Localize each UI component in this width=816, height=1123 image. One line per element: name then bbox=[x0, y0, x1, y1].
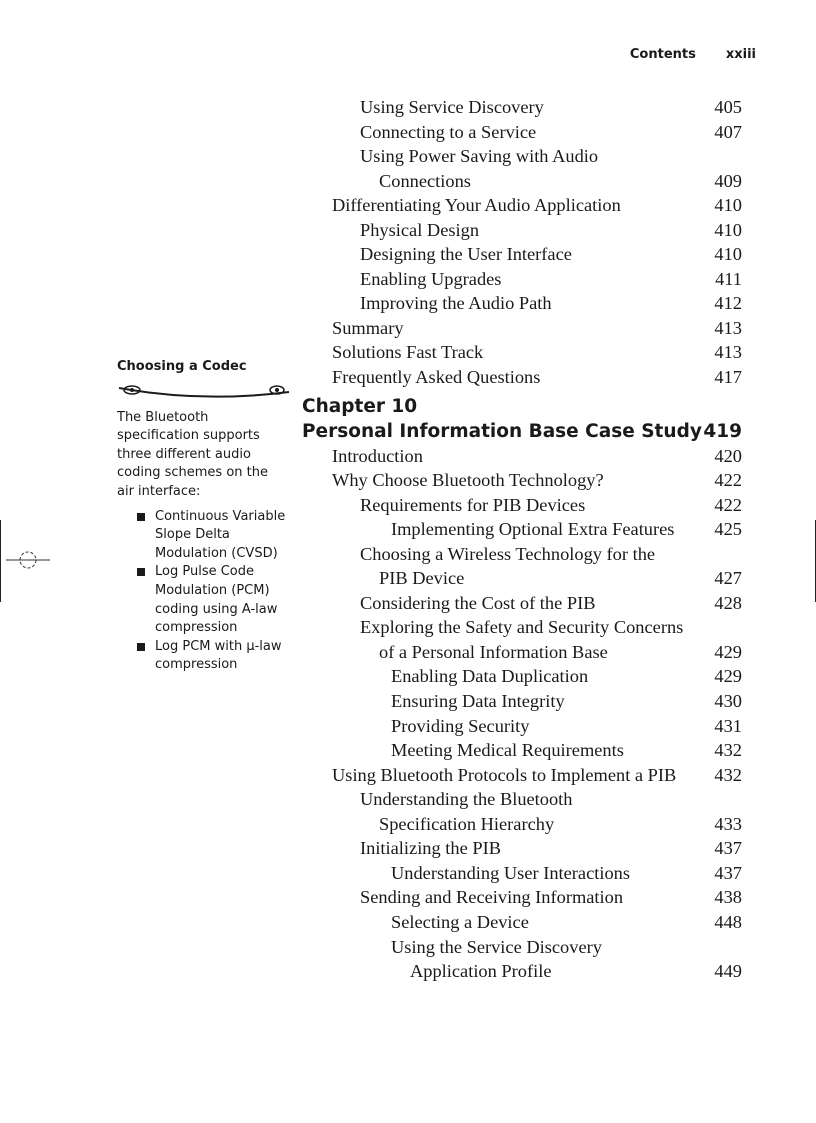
toc-entry-title: Understanding the Bluetooth bbox=[360, 789, 573, 810]
toc-entry bbox=[302, 836, 742, 861]
toc-entry-title: Enabling Data Duplication bbox=[391, 666, 589, 687]
toc-entry bbox=[302, 615, 742, 640]
toc-entry-page: 410 bbox=[714, 195, 742, 216]
toc-entry-page: 433 bbox=[714, 813, 742, 834]
toc-entry bbox=[302, 738, 742, 763]
toc-entry-title: Understanding User Interactions bbox=[391, 862, 631, 883]
toc-entry-title: Connecting to a Service bbox=[360, 121, 537, 142]
sidebar-title: Choosing a Codec bbox=[117, 359, 247, 374]
toc-entry-title: of a Personal Information Base bbox=[379, 641, 608, 662]
toc-entry bbox=[302, 542, 742, 567]
toc-entry bbox=[302, 935, 742, 960]
toc-entry-page: 438 bbox=[714, 887, 742, 908]
toc-entry bbox=[302, 664, 742, 689]
toc-entry-page: 410 bbox=[714, 219, 742, 240]
toc-entry-title: Introduction bbox=[332, 445, 423, 466]
toc-entry bbox=[302, 640, 742, 665]
toc-entry bbox=[302, 763, 742, 788]
toc-entry-page: 422 bbox=[714, 494, 742, 515]
toc-entry-title: Implementing Optional Extra Features bbox=[391, 519, 675, 540]
sidebar-rule-icon bbox=[117, 383, 291, 401]
toc-entry-page: 410 bbox=[714, 244, 742, 265]
toc-entry-title: Meeting Medical Requirements bbox=[391, 740, 624, 761]
toc-entry-title: PIB Device bbox=[379, 568, 465, 589]
toc-entry-page: 413 bbox=[714, 317, 742, 338]
toc-entry bbox=[302, 144, 742, 169]
toc-entry-page: 428 bbox=[714, 592, 742, 613]
toc-entry bbox=[302, 517, 742, 542]
toc-entry-title: Exploring the Safety and Security Concerns bbox=[360, 617, 684, 638]
sidebar-body: The Bluetooth specification supports three different audio coding schemes on the air interface: bbox=[117, 409, 268, 499]
toc-entry-title: Initializing the PIB bbox=[360, 838, 501, 859]
toc-entry bbox=[302, 812, 742, 837]
table-of-contents bbox=[302, 95, 742, 984]
toc-entry-page: 412 bbox=[714, 293, 742, 314]
toc-entry bbox=[302, 444, 742, 469]
chapter-heading bbox=[302, 419, 742, 444]
sidebar-bullet: Log Pulse Code Modulation (PCM) coding using A-law compression bbox=[137, 563, 289, 637]
toc-entry-title: Using Bluetooth Protocols to Implement a PIB bbox=[332, 764, 677, 785]
toc-entry bbox=[302, 885, 742, 910]
toc-entry-page: 437 bbox=[714, 862, 742, 883]
page-number: xxiii bbox=[725, 47, 756, 62]
toc-entry bbox=[302, 169, 742, 194]
registration-mark-icon bbox=[6, 548, 50, 572]
toc-entry bbox=[302, 714, 742, 739]
toc-entry-title: Frequently Asked Questions bbox=[332, 367, 541, 388]
sidebar-bullet-list bbox=[117, 508, 289, 675]
toc-entry bbox=[302, 861, 742, 886]
toc-entry-page: 432 bbox=[714, 740, 742, 761]
toc-entry-page: 431 bbox=[714, 715, 742, 736]
sidebar-bullet: Log PCM with µ-law compression bbox=[137, 638, 289, 675]
toc-entry-title: Designing the User Interface bbox=[360, 244, 572, 265]
toc-entry bbox=[302, 591, 742, 616]
chapter-label: Chapter 10 bbox=[302, 395, 418, 417]
toc-entry bbox=[302, 193, 742, 218]
sidebar-note bbox=[117, 358, 289, 675]
toc-entry-title: Summary bbox=[332, 317, 404, 338]
toc-entry bbox=[302, 340, 742, 365]
toc-entry bbox=[302, 365, 742, 390]
toc-entry-title: Application Profile bbox=[410, 961, 552, 982]
toc-entry-title: Improving the Audio Path bbox=[360, 293, 552, 314]
toc-entry-page: 407 bbox=[714, 121, 742, 142]
toc-entry-title: Requirements for PIB Devices bbox=[360, 494, 586, 515]
crop-mark-left bbox=[0, 520, 1, 602]
toc-entry bbox=[302, 267, 742, 292]
toc-entry-page: 413 bbox=[714, 342, 742, 363]
toc-entry-title: Using Service Discovery bbox=[360, 97, 544, 117]
running-head bbox=[630, 47, 756, 62]
chapter-page: 419 bbox=[703, 420, 742, 442]
toc-entry-page: 437 bbox=[714, 838, 742, 859]
toc-entry bbox=[302, 291, 742, 316]
toc-entry-page: 430 bbox=[714, 691, 742, 712]
toc-entry-page: 429 bbox=[714, 666, 742, 687]
toc-entry-title: Sending and Receiving Information bbox=[360, 887, 624, 908]
toc-entry bbox=[302, 910, 742, 935]
toc-entry-title: Considering the Cost of the PIB bbox=[360, 592, 596, 613]
toc-entry-title: Solutions Fast Track bbox=[332, 342, 484, 363]
toc-entry bbox=[302, 689, 742, 714]
toc-entry-title: Choosing a Wireless Technology for the bbox=[360, 543, 656, 564]
toc-entry-page: 417 bbox=[714, 367, 742, 388]
chapter-title: Personal Information Base Case Study bbox=[302, 420, 702, 442]
toc-entry bbox=[302, 218, 742, 243]
toc-entry-page: 448 bbox=[714, 911, 742, 932]
toc-entry-page: 432 bbox=[714, 764, 742, 785]
toc-entry-title: Enabling Upgrades bbox=[360, 268, 502, 289]
toc-entry-title: Why Choose Bluetooth Technology? bbox=[332, 470, 604, 491]
toc-entry bbox=[302, 468, 742, 493]
toc-entry-title: Physical Design bbox=[360, 219, 480, 240]
toc-entry-title: Using the Service Discovery bbox=[391, 936, 602, 957]
toc-entry-page: 429 bbox=[714, 641, 742, 662]
toc-entry-title: Using Power Saving with Audio bbox=[360, 146, 599, 167]
sidebar-bullet: Continuous Variable Slope Delta Modulation (CVSD) bbox=[137, 508, 289, 564]
toc-entry bbox=[302, 242, 742, 267]
toc-entry-title: Specification Hierarchy bbox=[379, 813, 555, 834]
toc-entry-page: 420 bbox=[714, 445, 742, 466]
toc-entry-title: Ensuring Data Integrity bbox=[391, 691, 565, 712]
toc-entry-title: Providing Security bbox=[391, 715, 530, 736]
toc-entry-page: 449 bbox=[714, 961, 742, 982]
toc-entry bbox=[302, 787, 742, 812]
toc-entry bbox=[302, 316, 742, 341]
toc-entry-page: 409 bbox=[714, 170, 742, 191]
toc-entry-title: Selecting a Device bbox=[391, 911, 529, 932]
toc-entry bbox=[302, 566, 742, 591]
running-head-section: Contents bbox=[629, 47, 696, 62]
toc-entry-page: 405 bbox=[714, 97, 742, 117]
toc-entry bbox=[302, 493, 742, 518]
toc-entry bbox=[302, 95, 742, 120]
toc-entry bbox=[302, 120, 742, 145]
toc-entry bbox=[302, 959, 742, 984]
toc-entry-page: 422 bbox=[714, 470, 742, 491]
toc-entry-page: 427 bbox=[714, 568, 742, 589]
toc-entry-page: 425 bbox=[714, 519, 742, 540]
toc-entry-title: Connections bbox=[379, 170, 471, 191]
toc-entry-title: Differentiating Your Audio Application bbox=[332, 195, 621, 216]
toc-entry-page: 411 bbox=[715, 268, 742, 289]
